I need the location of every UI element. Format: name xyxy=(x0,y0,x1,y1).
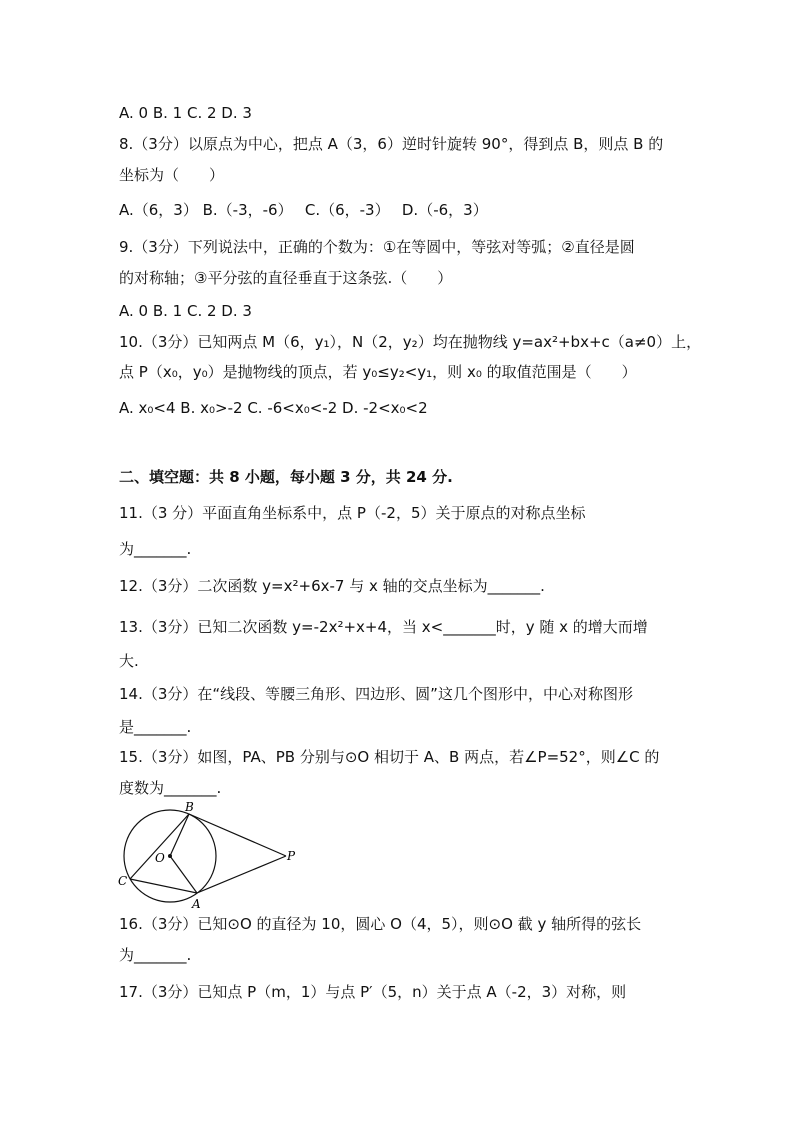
tangent-pb xyxy=(189,814,286,856)
section-heading: 二、填空题：共 8 小题，每小题 3 分，共 24 分. xyxy=(119,468,453,486)
line-4: A.（6，3） B.（-3，-6） C.（6，-3） D.（-6，3） xyxy=(119,201,488,219)
radius-oa xyxy=(170,856,197,893)
line-15: 13.（3分）已知二次函数 y=-2x²+x+4，当 x<_______时，y 随 x 的增大而增 xyxy=(119,618,648,636)
line-21: 16.（3分）已知⊙O 的直径为 10，圆心 O（4，5），则⊙O 截 y 轴所得的弦长 xyxy=(119,915,642,933)
label-a: A xyxy=(192,897,201,911)
label-c: C xyxy=(118,874,128,888)
tangent-pa xyxy=(197,856,286,893)
line-22: 为_______. xyxy=(119,946,192,964)
line-5: 9.（3分）下列说法中，正确的个数为：①在等圆中，等弦对等弧；②直径是圆 xyxy=(119,238,635,256)
line-23: 17.（3分）已知点 P（m，1）与点 P′（5，n）关于点 A（-2，3）对称，则 xyxy=(119,983,627,1001)
line-18: 是_______. xyxy=(119,718,192,736)
line-10: A. x₀<4 B. x₀>-2 C. -6<x₀<-2 D. -2<x₀<2 xyxy=(119,399,428,417)
line-12: 11.（3 分）平面直角坐标系中，点 P（-2，5）关于原点的对称点坐标 xyxy=(119,504,586,522)
radius-ob xyxy=(170,814,189,856)
line-3: 坐标为（ ） xyxy=(119,166,225,184)
line-20: 度数为_______. xyxy=(119,779,222,797)
line-16: 大. xyxy=(119,652,139,670)
label-o: O xyxy=(155,851,165,865)
center-point xyxy=(168,854,172,858)
line-7: A. 0 B. 1 C. 2 D. 3 xyxy=(119,302,252,320)
line-1: A. 0 B. 1 C. 2 D. 3 xyxy=(119,104,252,122)
line-19: 15.（3分）如图，PA、PB 分别与⊙O 相切于 A、B 两点，若∠P=52°，则∠C 的 xyxy=(119,748,660,766)
line-9: 点 P（x₀，y₀）是抛物线的顶点，若 y₀≤y₂<y₁，则 x₀ 的取值范围是（ ） xyxy=(119,363,637,381)
label-p: P xyxy=(287,849,296,863)
line-2: 8.（3分）以原点为中心，把点 A（3，6）逆时针旋转 90°，得到点 B，则点 B 的 xyxy=(119,135,664,153)
line-6: 的对称轴；③平分弦的直径垂直于这条弦.（ ） xyxy=(119,269,453,287)
line-14: 12.（3分）二次函数 y=x²+6x-7 与 x 轴的交点坐标为_______. xyxy=(119,577,545,595)
line-13: 为_______. xyxy=(119,540,192,558)
circle-tangent-figure xyxy=(113,800,303,912)
line-8: 10.（3分）已知两点 M（6，y₁），N（2，y₂）均在抛物线 y=ax²+bx+c（a≠0）上， xyxy=(119,333,702,351)
label-b: B xyxy=(185,800,194,814)
line-17: 14.（3分）在“线段、等腰三角形、四边形、圆”这几个图形中，中心对称图形 xyxy=(119,685,633,703)
